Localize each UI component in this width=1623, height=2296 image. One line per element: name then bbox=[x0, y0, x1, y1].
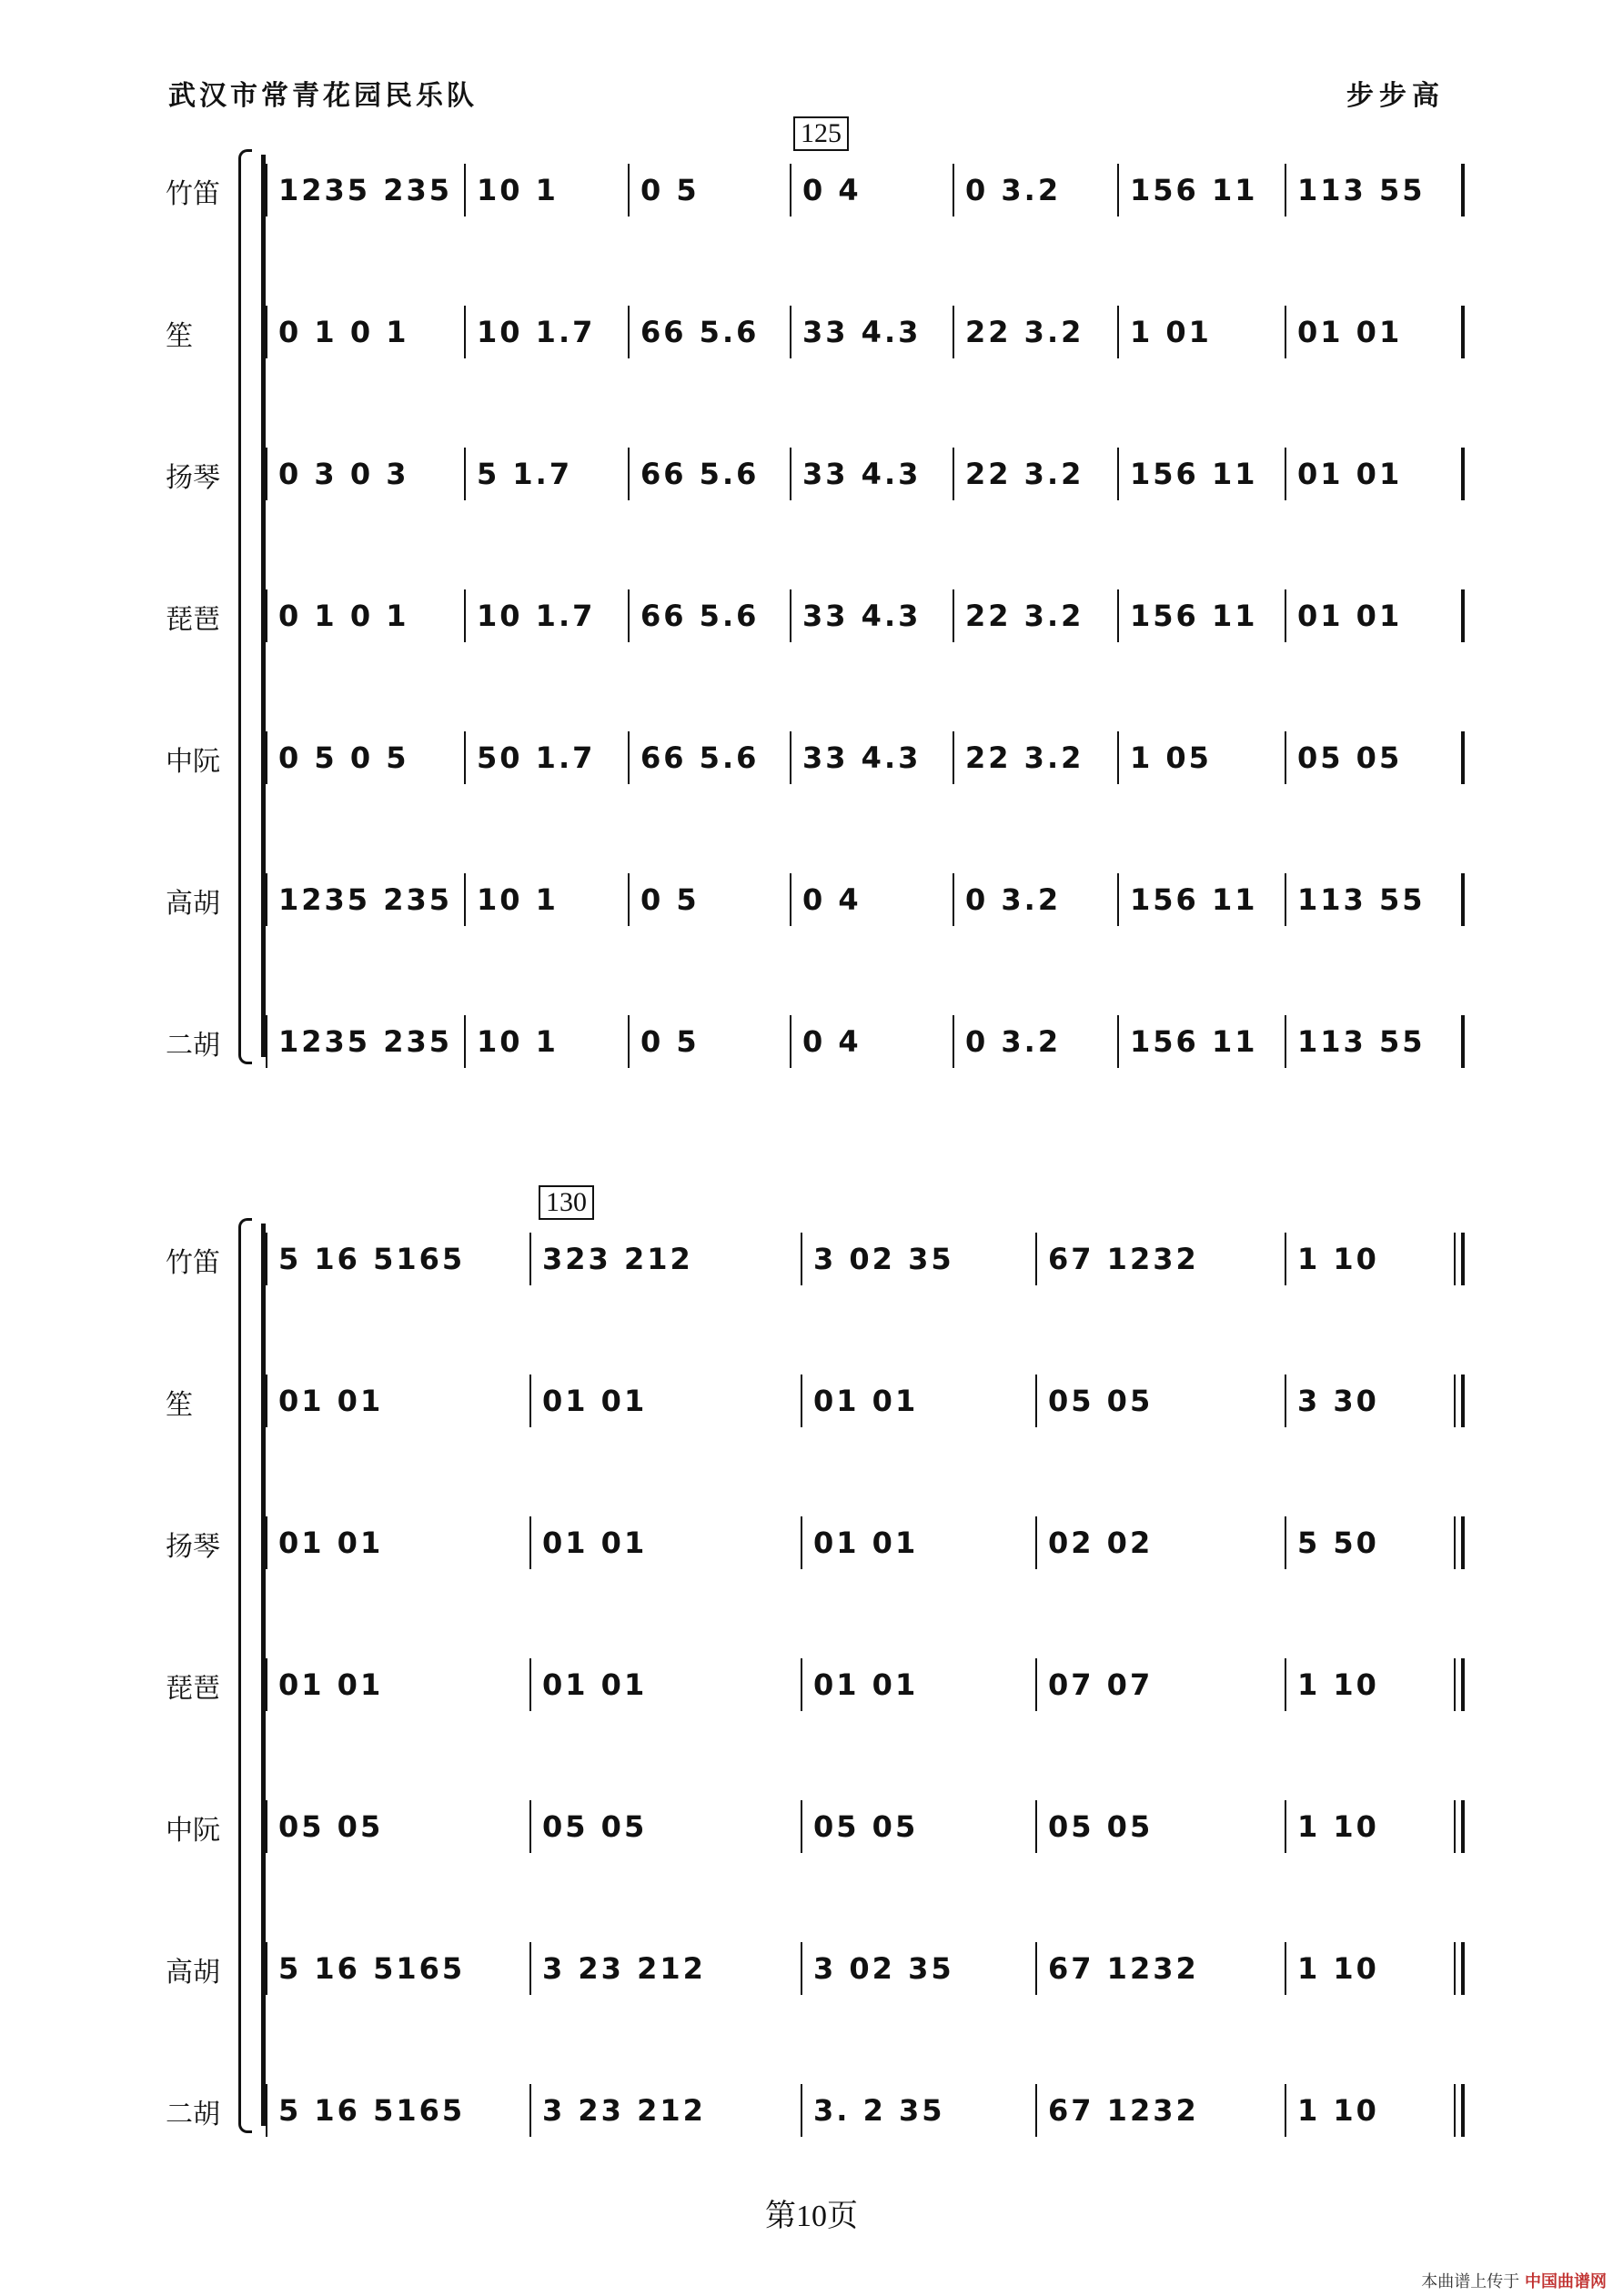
barline bbox=[266, 1942, 267, 1995]
barline bbox=[1461, 589, 1465, 642]
measure: 01 01 bbox=[542, 1526, 648, 1560]
measure: 05 05 bbox=[1297, 740, 1403, 775]
barline bbox=[953, 1015, 954, 1068]
measure: 05 05 bbox=[1048, 1384, 1154, 1418]
measure: 33 4.3 bbox=[802, 599, 922, 633]
barline bbox=[266, 164, 267, 217]
measure: 05 05 bbox=[813, 1809, 919, 1844]
barline bbox=[1461, 306, 1465, 358]
measure: 05 05 bbox=[278, 1809, 384, 1844]
measure: 01 01 bbox=[813, 1526, 919, 1560]
barline bbox=[1035, 2084, 1037, 2137]
barline bbox=[790, 306, 791, 358]
barline bbox=[790, 731, 791, 784]
barline bbox=[628, 164, 630, 217]
measure: 01 01 bbox=[1297, 315, 1403, 349]
barline bbox=[801, 1800, 802, 1853]
barline bbox=[801, 1375, 802, 1427]
barline bbox=[1461, 1375, 1465, 1427]
credit-brand: 中国曲谱网 bbox=[1525, 2272, 1607, 2291]
measure: 50 1.7 bbox=[477, 740, 596, 775]
barline bbox=[1285, 873, 1286, 926]
measure: 3 23 212 bbox=[542, 1951, 706, 1986]
barline bbox=[266, 1375, 267, 1427]
measure: 33 4.3 bbox=[802, 740, 922, 775]
measure: 0 5 bbox=[640, 882, 700, 917]
barline bbox=[1285, 1800, 1286, 1853]
barline bbox=[1461, 448, 1465, 500]
measure: 0 1 0 1 bbox=[278, 315, 409, 349]
barline bbox=[529, 1658, 531, 1711]
barline bbox=[266, 1800, 267, 1853]
measure: 113 55 bbox=[1297, 173, 1426, 207]
barline bbox=[266, 1658, 267, 1711]
credit-prefix: 本曲谱上传于 bbox=[1421, 2272, 1520, 2291]
barline bbox=[628, 448, 630, 500]
barline bbox=[1461, 1800, 1465, 1853]
barline bbox=[1461, 164, 1465, 217]
instrument-label: 笙 bbox=[166, 320, 193, 352]
measure: 01 01 bbox=[1297, 599, 1403, 633]
measure: 1 10 bbox=[1297, 2093, 1379, 2128]
barline bbox=[1285, 1015, 1286, 1068]
measure: 1 10 bbox=[1297, 1809, 1379, 1844]
barline bbox=[1285, 164, 1286, 217]
barline bbox=[790, 448, 791, 500]
measure: 01 01 bbox=[1297, 457, 1403, 491]
barline bbox=[1285, 1516, 1286, 1569]
measure: 3 02 35 bbox=[813, 1242, 954, 1276]
barline bbox=[790, 1015, 791, 1068]
measure: 1 05 bbox=[1130, 740, 1212, 775]
credit bbox=[1421, 2269, 1607, 2292]
barline bbox=[628, 1015, 630, 1068]
measure: 01 01 bbox=[542, 1667, 648, 1702]
measure: 33 4.3 bbox=[802, 315, 922, 349]
barline bbox=[1035, 1375, 1037, 1427]
measure: 05 05 bbox=[1048, 1809, 1154, 1844]
instrument-label: 高胡 bbox=[166, 1957, 220, 1989]
measure: 0 5 0 5 bbox=[278, 740, 409, 775]
instrument-label: 中阮 bbox=[166, 1815, 220, 1847]
barline bbox=[1285, 1233, 1286, 1285]
measure: 10 1 bbox=[477, 1024, 559, 1059]
instrument-label: 扬琴 bbox=[166, 462, 220, 494]
barline bbox=[266, 1015, 267, 1068]
measure: 1 10 bbox=[1297, 1242, 1379, 1276]
measure: 05 05 bbox=[542, 1809, 648, 1844]
rehearsal-mark: 125 bbox=[793, 116, 849, 151]
measure: 67 1232 bbox=[1048, 2093, 1199, 2128]
measure: 66 5.6 bbox=[640, 315, 760, 349]
measure: 3 30 bbox=[1297, 1384, 1379, 1418]
barline bbox=[529, 1233, 531, 1285]
measure: 1235 235 bbox=[278, 882, 452, 917]
instrument-label: 高胡 bbox=[166, 888, 220, 920]
instrument-label: 竹笛 bbox=[166, 178, 220, 210]
barline bbox=[953, 731, 954, 784]
measure: 02 02 bbox=[1048, 1526, 1154, 1560]
barline bbox=[801, 1658, 802, 1711]
measure: 10 1 bbox=[477, 173, 559, 207]
barline bbox=[464, 1015, 466, 1068]
barline bbox=[464, 448, 466, 500]
measure: 01 01 bbox=[278, 1667, 384, 1702]
measure: 5 16 5165 bbox=[278, 1242, 466, 1276]
barline bbox=[1454, 1375, 1456, 1427]
barline bbox=[1461, 1942, 1465, 1995]
measure: 22 3.2 bbox=[965, 599, 1084, 633]
barline bbox=[266, 306, 267, 358]
barline bbox=[464, 873, 466, 926]
barline bbox=[1285, 448, 1286, 500]
barline bbox=[464, 731, 466, 784]
barline bbox=[953, 164, 954, 217]
measure: 5 16 5165 bbox=[278, 1951, 466, 1986]
instrument-label: 琵琶 bbox=[166, 604, 220, 636]
barline bbox=[953, 873, 954, 926]
measure: 0 5 bbox=[640, 1024, 700, 1059]
instrument-label: 琵琶 bbox=[166, 1673, 220, 1705]
measure: 01 01 bbox=[813, 1667, 919, 1702]
rehearsal-mark: 130 bbox=[539, 1185, 594, 1220]
barline bbox=[1285, 1375, 1286, 1427]
barline bbox=[529, 1516, 531, 1569]
measure: 3 23 212 bbox=[542, 2093, 706, 2128]
instrument-label: 竹笛 bbox=[166, 1247, 220, 1279]
measure: 0 3.2 bbox=[965, 882, 1062, 917]
measure: 22 3.2 bbox=[965, 315, 1084, 349]
barline bbox=[628, 306, 630, 358]
barline bbox=[266, 1233, 267, 1285]
barline bbox=[1117, 164, 1119, 217]
barline bbox=[1454, 1658, 1456, 1711]
instrument-label: 笙 bbox=[166, 1389, 193, 1421]
barline bbox=[628, 873, 630, 926]
barline bbox=[1454, 1516, 1456, 1569]
barline bbox=[529, 2084, 531, 2137]
measure: 113 55 bbox=[1297, 1024, 1426, 1059]
barline bbox=[1285, 1658, 1286, 1711]
barline bbox=[1117, 1015, 1119, 1068]
barline bbox=[529, 1942, 531, 1995]
barline bbox=[464, 589, 466, 642]
barline bbox=[464, 306, 466, 358]
measure: 1 10 bbox=[1297, 1667, 1379, 1702]
barline bbox=[1285, 306, 1286, 358]
barline bbox=[790, 164, 791, 217]
measure: 0 1 0 1 bbox=[278, 599, 409, 633]
instrument-label: 二胡 bbox=[166, 1030, 220, 1062]
barline bbox=[1285, 731, 1286, 784]
barline bbox=[1117, 873, 1119, 926]
barline bbox=[1454, 1800, 1456, 1853]
measure: 10 1.7 bbox=[477, 315, 596, 349]
measure: 0 4 bbox=[802, 1024, 862, 1059]
measure: 0 4 bbox=[802, 173, 862, 207]
measure: 5 1.7 bbox=[477, 457, 573, 491]
measure: 156 11 bbox=[1130, 882, 1258, 917]
measure: 33 4.3 bbox=[802, 457, 922, 491]
measure: 66 5.6 bbox=[640, 457, 760, 491]
barline bbox=[266, 2084, 267, 2137]
measure: 5 16 5165 bbox=[278, 2093, 466, 2128]
barline bbox=[529, 1375, 531, 1427]
barline bbox=[1117, 731, 1119, 784]
measure: 66 5.6 bbox=[640, 599, 760, 633]
barline bbox=[266, 873, 267, 926]
barline bbox=[1117, 589, 1119, 642]
barline bbox=[1285, 2084, 1286, 2137]
barline bbox=[801, 1233, 802, 1285]
barline bbox=[953, 589, 954, 642]
measure: 01 01 bbox=[813, 1384, 919, 1418]
barline bbox=[1461, 1015, 1465, 1068]
barline bbox=[266, 448, 267, 500]
measure: 01 01 bbox=[278, 1526, 384, 1560]
barline bbox=[1461, 1516, 1465, 1569]
barline bbox=[953, 306, 954, 358]
barline bbox=[266, 731, 267, 784]
measure: 0 4 bbox=[802, 882, 862, 917]
page-number: 第10页 bbox=[765, 2200, 858, 2233]
measure: 67 1232 bbox=[1048, 1242, 1199, 1276]
measure: 1235 235 bbox=[278, 1024, 452, 1059]
barline bbox=[1035, 1800, 1037, 1853]
barline bbox=[1035, 1942, 1037, 1995]
barline bbox=[801, 2084, 802, 2137]
measure: 22 3.2 bbox=[965, 740, 1084, 775]
measure: 0 3.2 bbox=[965, 1024, 1062, 1059]
measure: 67 1232 bbox=[1048, 1951, 1199, 1986]
measure: 156 11 bbox=[1130, 457, 1258, 491]
barline bbox=[1461, 873, 1465, 926]
barline bbox=[790, 589, 791, 642]
measure: 156 11 bbox=[1130, 599, 1258, 633]
measure: 5 50 bbox=[1297, 1526, 1379, 1560]
system-brace bbox=[238, 1218, 252, 2133]
measure: 156 11 bbox=[1130, 173, 1258, 207]
barline bbox=[1454, 1233, 1456, 1285]
measure: 22 3.2 bbox=[965, 457, 1084, 491]
system-brace bbox=[238, 149, 252, 1064]
measure: 01 01 bbox=[542, 1384, 648, 1418]
barline bbox=[628, 731, 630, 784]
instrument-label: 中阮 bbox=[166, 746, 220, 778]
barline bbox=[1035, 1233, 1037, 1285]
barline bbox=[801, 1942, 802, 1995]
barline bbox=[953, 448, 954, 500]
barline bbox=[790, 873, 791, 926]
measure: 1 01 bbox=[1130, 315, 1212, 349]
barline bbox=[266, 589, 267, 642]
header-ensemble: 武汉市常青花园民乐队 bbox=[168, 80, 478, 112]
barline bbox=[464, 164, 466, 217]
barline bbox=[1461, 2084, 1465, 2137]
measure: 1 10 bbox=[1297, 1951, 1379, 1986]
barline bbox=[628, 589, 630, 642]
barline bbox=[1461, 731, 1465, 784]
barline bbox=[1461, 1658, 1465, 1711]
measure: 3 02 35 bbox=[813, 1951, 954, 1986]
barline bbox=[1117, 306, 1119, 358]
barline bbox=[266, 1516, 267, 1569]
barline bbox=[1035, 1658, 1037, 1711]
measure: 10 1.7 bbox=[477, 599, 596, 633]
measure: 323 212 bbox=[542, 1242, 693, 1276]
measure: 1235 235 bbox=[278, 173, 452, 207]
measure: 3. 2 35 bbox=[813, 2093, 945, 2128]
header-title: 步步高 bbox=[1346, 80, 1445, 112]
barline bbox=[1461, 1233, 1465, 1285]
barline bbox=[529, 1800, 531, 1853]
instrument-label: 扬琴 bbox=[166, 1531, 220, 1563]
barline bbox=[1117, 448, 1119, 500]
barline bbox=[1285, 1942, 1286, 1995]
measure: 0 3.2 bbox=[965, 173, 1062, 207]
measure: 0 5 bbox=[640, 173, 700, 207]
measure: 01 01 bbox=[278, 1384, 384, 1418]
barline bbox=[1285, 589, 1286, 642]
measure: 113 55 bbox=[1297, 882, 1426, 917]
instrument-label: 二胡 bbox=[166, 2099, 220, 2130]
measure: 156 11 bbox=[1130, 1024, 1258, 1059]
barline bbox=[1454, 2084, 1456, 2137]
measure: 0 3 0 3 bbox=[278, 457, 409, 491]
measure: 07 07 bbox=[1048, 1667, 1154, 1702]
barline bbox=[801, 1516, 802, 1569]
barline bbox=[1454, 1942, 1456, 1995]
barline bbox=[1035, 1516, 1037, 1569]
measure: 66 5.6 bbox=[640, 740, 760, 775]
measure: 10 1 bbox=[477, 882, 559, 917]
